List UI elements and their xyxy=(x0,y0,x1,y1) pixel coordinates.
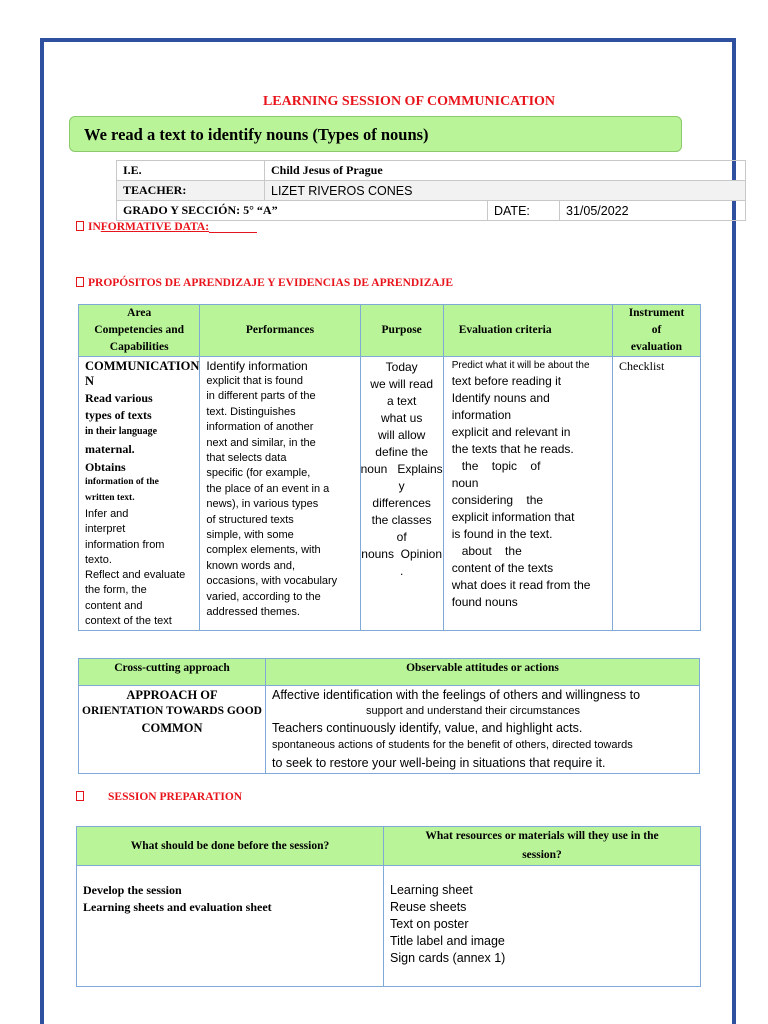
checkbox-bullet-icon xyxy=(76,791,84,801)
session-topic: We read a text to identify nouns (Types of nouns) xyxy=(69,116,682,152)
header-performances: Performances xyxy=(200,305,360,357)
date-value: 31/05/2022 xyxy=(560,201,746,221)
evaluation-criteria-cell: Predict what it will be about the text before reading it Identify nouns and information explicit and relevant in the texts that he reads. the topic of noun considering the explicit information that is found in the text. about the content of the texts what does it read from the found nouns xyxy=(443,357,612,631)
document-title: LEARNING SESSION OF COMMUNICATION xyxy=(262,94,556,109)
purposes-heading: PROPÓSITOS DE APRENDIZAJE Y EVIDENCIAS DE APRENDIZAJE xyxy=(76,277,453,289)
informative-data-heading: INFORMATIVE DATA: xyxy=(76,221,257,233)
purposes-table xyxy=(78,304,701,631)
date-label: DATE: xyxy=(488,201,560,221)
header-evaluation-criteria: Evaluation criteria xyxy=(443,305,612,357)
header-resources: What resources or materials will they use in the session? xyxy=(384,827,701,866)
list-item: Text on poster xyxy=(390,917,469,931)
ie-value: Child Jesus of Prague xyxy=(265,161,746,181)
checkbox-bullet-icon xyxy=(76,221,84,231)
list-item: Develop the session xyxy=(83,883,182,897)
general-info-table xyxy=(116,160,746,221)
grade-section: GRADO Y SECCIÓN: 5° “A” xyxy=(117,201,488,221)
header-observable-actions: Observable attitudes or actions xyxy=(266,659,700,686)
header-area: Area Competencies and Capabilities xyxy=(79,305,200,357)
teacher-label: TEACHER: xyxy=(117,181,265,201)
instrument-cell: Checklist xyxy=(612,357,700,631)
header-before-session: What should be done before the session? xyxy=(77,827,384,866)
list-item: Learning sheet xyxy=(390,883,473,897)
list-item: Learning sheets and evaluation sheet xyxy=(83,900,272,914)
ie-label: I.E. xyxy=(117,161,265,181)
before-session-cell xyxy=(77,866,384,987)
list-item: Reuse sheets xyxy=(390,900,467,914)
teacher-value: LIZET RIVEROS CONES xyxy=(265,181,746,201)
list-item: Title label and image xyxy=(390,934,505,948)
purpose-cell: Today we will read a text what us will allow define the noun Explains y differences the classes of nouns Opinion . xyxy=(360,357,443,631)
checkbox-bullet-icon xyxy=(76,277,84,287)
cross-cutting-table xyxy=(78,658,700,774)
session-preparation-table xyxy=(76,826,701,987)
header-purpose: Purpose xyxy=(360,305,443,357)
performances-cell: Identify information explicit that is found in different parts of the text. Distinguishes information of another next and similar, in the that selects data specific (for example, the place of an event in a news), in various types of structured texts simple, with some complex elements, with known words and, occasions, with vocabulary varied, according to the addressed themes. xyxy=(200,357,360,631)
session-preparation-heading: SESSION PREPARATION xyxy=(76,791,242,803)
header-cross-cutting-approach: Cross-cutting approach xyxy=(79,659,266,686)
observable-actions-cell: Affective identification with the feelings of others and willingness to support and understand their circumstances Teachers continuously identify, value, and highlight acts. spontaneous actions of students for the benefit of others, directed towards to seek to restore your well-being in situations that require it. xyxy=(266,686,700,774)
header-instrument: Instrument of evaluation xyxy=(612,305,700,357)
approach-cell: APPROACH OF ORIENTATION TOWARDS GOOD COMMON xyxy=(79,686,266,774)
resources-cell xyxy=(384,866,701,987)
area-cell: COMMUNICATION N Read various types of texts in their language maternal. Obtains information of the written text. Infer and interpret information from texto. Reflect and evaluate the form, the content and context of the text xyxy=(79,357,200,631)
list-item: Sign cards (annex 1) xyxy=(390,951,506,965)
